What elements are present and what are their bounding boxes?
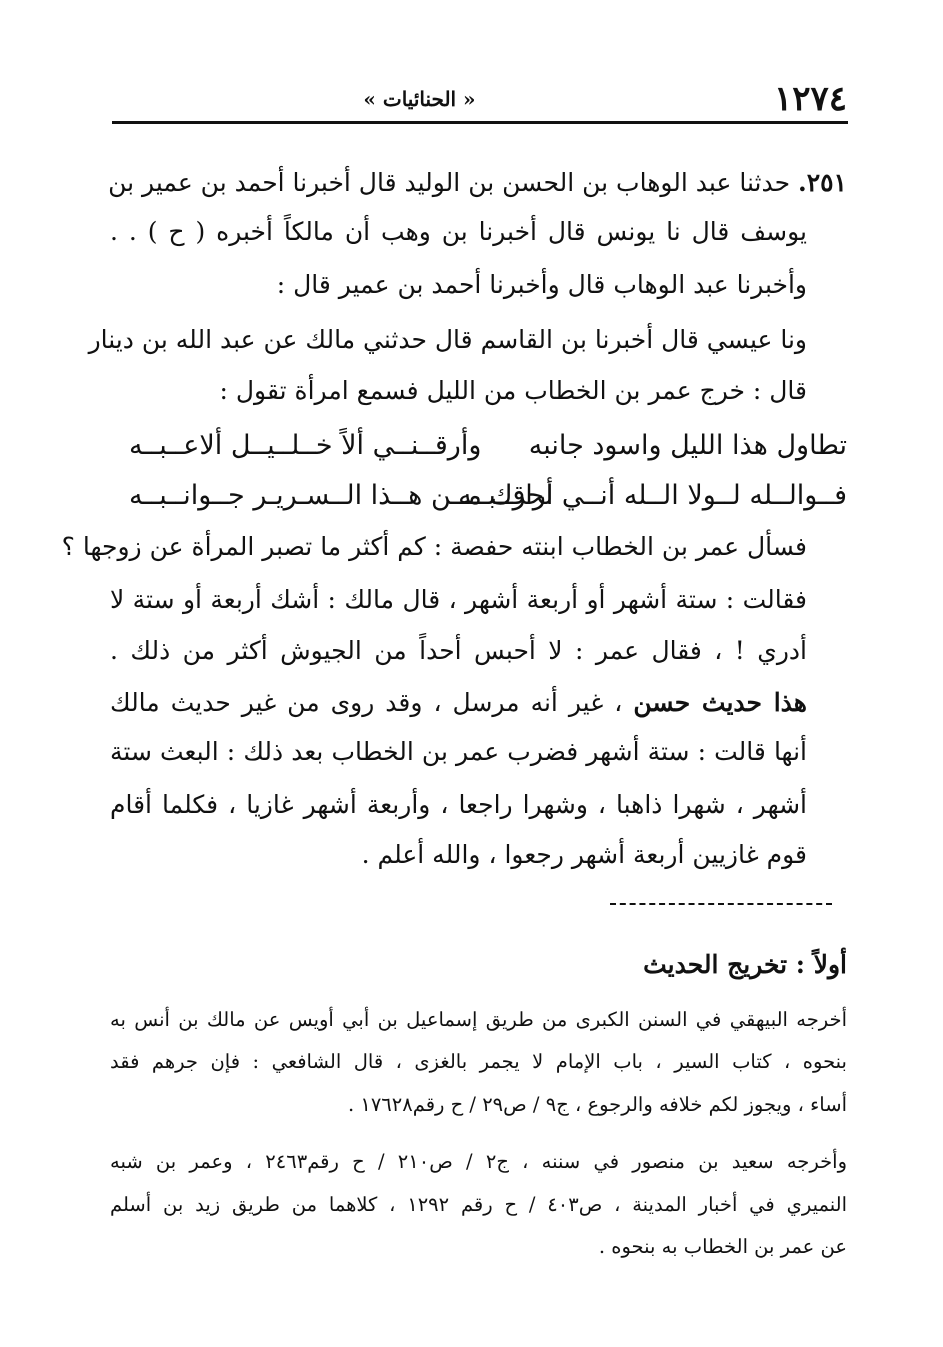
hadith-line-5: قال : خرج عمر بن الخطاب من الليل فسمع امرأة تقول : (219, 376, 807, 405)
verse-1-first-hemistich: تطاول هذا الليل واسود جانبه (528, 430, 847, 461)
page-header (112, 78, 847, 120)
takhrij-p1-line-1: أخرجه البيهقي في السنن الكبرى من طريق إسماعيل بن أبي أويس عن مالك بن أنس به (110, 1008, 847, 1031)
takhrij-p1-line-3: أساء ، ويجوز لكم خلافه والرجوع ، ج٩ / ص٢٩ / ح رقم١٧٦٢٨ . (347, 1093, 847, 1116)
takhrij-heading: أولاً : تخريج الحديث (643, 950, 847, 979)
running-title: « الحنائيات » (363, 87, 476, 111)
narrative-line-2: فقالت : ستة أشهر أو أربعة أشهر ، قال مالك : أشك أربعة أو ستة لا (110, 585, 807, 614)
comment-line-3: أشهر ، شهرا ذاهبا ، وشهرا راجعا ، وأربعة أشهر غازيا ، فكلما أقام (110, 790, 807, 819)
poem-verse-2 (129, 469, 847, 523)
takhrij-p2-line-1: وأخرجه سعيد بن منصور في سننه ، ج٢ / ص٢١٠ / ح رقم٢٤٦٣ ، وعمر بن شبه (110, 1150, 848, 1173)
header-rule (112, 121, 848, 124)
verse-1-second-hemistich: وأرقــنــي ألاً خــلــيــل ألاعــبــه (129, 430, 482, 461)
poem-verse-1 (129, 419, 847, 473)
narrative-line-1: فسأل عمر بن الخطاب ابنته حفصة : كم أكثر ما تصبر المرأة عن زوجها ؟ (61, 532, 807, 561)
takhrij-p1-line-2: بنحوه ، كتاب السير ، باب الإمام لا يجمر بالغزى ، قال الشافعي : فإن جرهم فقد (110, 1050, 847, 1073)
hadith-line-4: ونا عيسي قال أخبرنا بن القاسم قال حدثني مالك عن عبد الله بن دينار (88, 325, 807, 354)
page-number: ١٢٧٤ (773, 79, 847, 119)
verse-2-second-hemistich: لحرك مــن هــذا الــسـريـر جــوانــبــه (129, 480, 554, 511)
footnote-divider (610, 903, 832, 905)
hadith-line-2: يوسف قال نا يونس قال أخبرنا بن وهب أن مالكاً أخبره ( ح ) . . (110, 217, 807, 246)
hadith-line-1-text: حدثنا عبد الوهاب بن الحسن بن الوليد قال أخبرنا أحمد بن عمير بن (108, 168, 791, 197)
hadith-line-1 (110, 156, 847, 210)
takhrij-p2-line-2: النميري في أخبار المدينة ، ص٤٠٣ / ح رقم ١٢٩٢ ، كلاهما من طريق زيد بن أسلم (110, 1193, 847, 1216)
verse-2-first-hemistich: فــوالــله لــولا الــله أنــي أراقــبــه (458, 480, 847, 511)
comment-line-1 (110, 676, 807, 730)
hadith-line-3: وأخبرنا عبد الوهاب قال وأخبرنا أحمد بن عمير قال : (276, 270, 807, 299)
hadith-grade: هذا حديث حسن (633, 688, 807, 717)
comment-line-1-text: ، غير أنه مرسل ، وقد روى من غير حديث مالك (110, 688, 623, 717)
comment-line-4: قوم غازيين أربعة أشهر رجعوا ، والله أعلم . (361, 840, 807, 869)
hadith-number: ٢٥١. (797, 168, 847, 197)
comment-line-2: أنها قالت : ستة أشهر فضرب عمر بن الخطاب بعد ذلك : البعث ستة (110, 737, 807, 766)
narrative-line-3: أدري ! ، فقال عمر : لا أحبس أحداً من الجيوش أكثر من ذلك . (110, 636, 807, 665)
takhrij-p2-line-3: عن عمر بن الخطاب به بنحوه . (598, 1235, 847, 1258)
